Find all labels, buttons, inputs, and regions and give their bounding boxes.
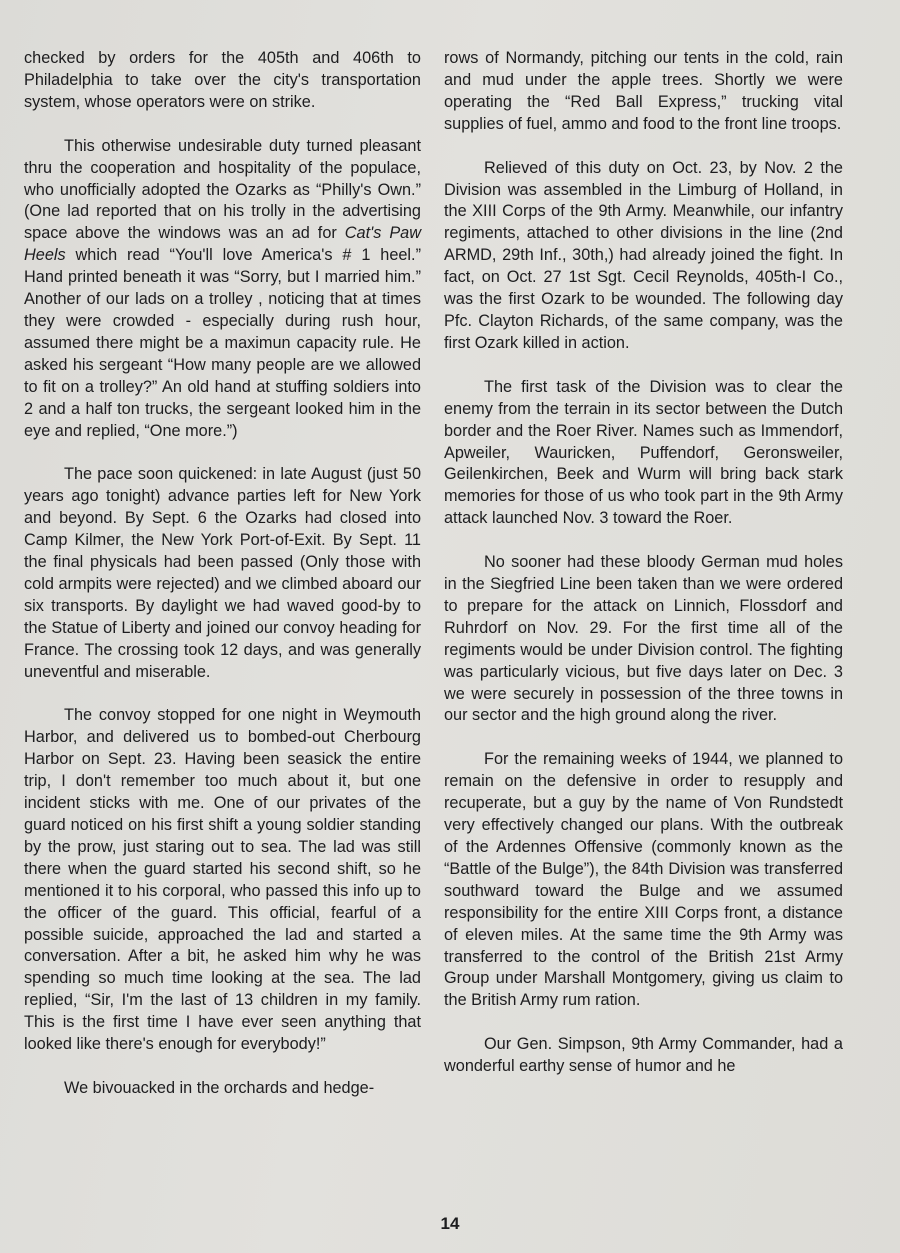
paragraph: The first task of the Division was to clear the enemy from the terrain in its sector between the Dutch border and the Roer River. Names such as Immendorf, Apweiler, Wauricken, Puffendorf, Geronsweiler, Geilenkirchen, Beek and Wurm will bring back stark memories for those of us who took part in the 9th Army attack launched Nov. 3 toward the Roer. <box>444 377 843 528</box>
right-column <box>444 48 843 1078</box>
paragraph: checked by orders for the 405th and 406th to Philadelphia to take over the city's transportation system, whose operators were on strike. <box>24 49 421 111</box>
page-number: 14 <box>440 1214 460 1233</box>
paragraph: Relieved of this duty on Oct. 23, by Nov. 2 the Division was assembled in the Limburg of Holland, in the XIII Corps of the 9th Army. Meanwhile, our infantry regiments, attached to other divisions in the line (2nd ARMD, 29th Inf., 30th,) had already joined the fight. In fact, on Oct. 27 1st Sgt. Cecil Reynolds, 405th-I Co., was the first Ozark to be wounded. The following day Pfc. Clayton Richards, of the same company, was the first Ozark killed in action. <box>444 158 843 352</box>
paragraph: The convoy stopped for one night in Weymouth Harbor, and delivered us to bombed-out Cherbourg Harbor on Sept. 23. Having been seasick the entire trip, I don't remember too much about it, but one incident sticks with me. One of our privates of the guard noticed on his first shift a young soldier standing by the prow, just staring out to sea. The lad was still there when the guard started his second shift, so he mentioned it to his corporal, who passed this info up to the officer of the guard. This official, fearful of a possible suicide, approached the lad and started a conversation. After a bit, he asked him why he was spending so much time looking at the sea. The lad replied, “Sir, I'm the last of 13 children in my family. This is the first time I have ever seen anything that looked like there's enough for everybody!” <box>24 706 421 1054</box>
paragraph: Our Gen. Simpson, 9th Army Commander, had a wonderful earthy sense of humor and he <box>444 1035 843 1076</box>
paragraph: For the remaining weeks of 1944, we planned to remain on the defensive in order to resupply and recuperate, but a guy by the name of Von Rundstedt very effectively changed our plans. With the outbreak of the Ardennes Offensive (commonly known as the “Battle of the Bulge”), the 84th Division was transferred southward toward the Bulge and we assumed responsibility for the entire XIII Corps front, a distance of eleven miles. At the same time the 9th Army was transferred to the control of the British 21st Army Group under Marshall Montgomery, giving us claim to the British Army rum ration. <box>444 750 843 1010</box>
left-column <box>24 48 421 1100</box>
paragraph: We bivouacked in the orchards and hedge- <box>64 1078 375 1097</box>
italic-ad-title: Cat's Paw Heels <box>24 224 421 265</box>
paragraph: No sooner had these bloody German mud holes in the Siegfried Line been taken than we were ordered to prepare for the attack on Linnich, Flossdorf and Ruhrdorf on Nov. 29. For the first time all of the regiments would be under Division control. The fighting was particularly vicious, but five days later on Dec. 3 we were securely in possession of the three towns in our sector and the high ground along the river. <box>444 553 843 725</box>
paragraph-text: This otherwise undesirable duty turned pleasant thru the cooperation and hospitality of the populace, who unofficially adopted the Ozarks as “Philly's Own.” (One lad reported that on his trolly in the advertising space above the windows was an ad for <box>24 136 421 243</box>
paragraph <box>24 136 421 443</box>
paragraph-text: which read “You'll love America's # 1 heel.” Hand printed beneath it was “Sorry, but I married him.” Another of our lads on a trolley , noticing that at times they were crowded - especially during rush hour, assumed there might be a maximun capacity rule. He asked his sergeant “How many people are we allowed to fit on a trolley?” An old hand at stuffing soldiers into 2 and a half ton trucks, the sergeant looked him in the eye and replied, “One more.”) <box>24 246 421 440</box>
paragraph: The pace soon quickened: in late August (just 50 years ago tonight) advance parties left for New York and beyond. By Sept. 6 the Ozarks had closed into Camp Kilmer, the New York Port-of-Exit. By Sept. 11 the final physicals had been passed (Only those with cold armpits were rejected) and we climbed aboard our six transports. By daylight we had waved good-by to the Statue of Liberty and joined our convoy heading for France. The crossing took 12 days, and was generally uneventful and miserable. <box>24 465 421 681</box>
paragraph: rows of Normandy, pitching our tents in the cold, rain and mud under the apple trees. Shortly we were operating the “Red Ball Express,” trucking vital supplies of fuel, ammo and food to the front line troops. <box>444 49 843 133</box>
